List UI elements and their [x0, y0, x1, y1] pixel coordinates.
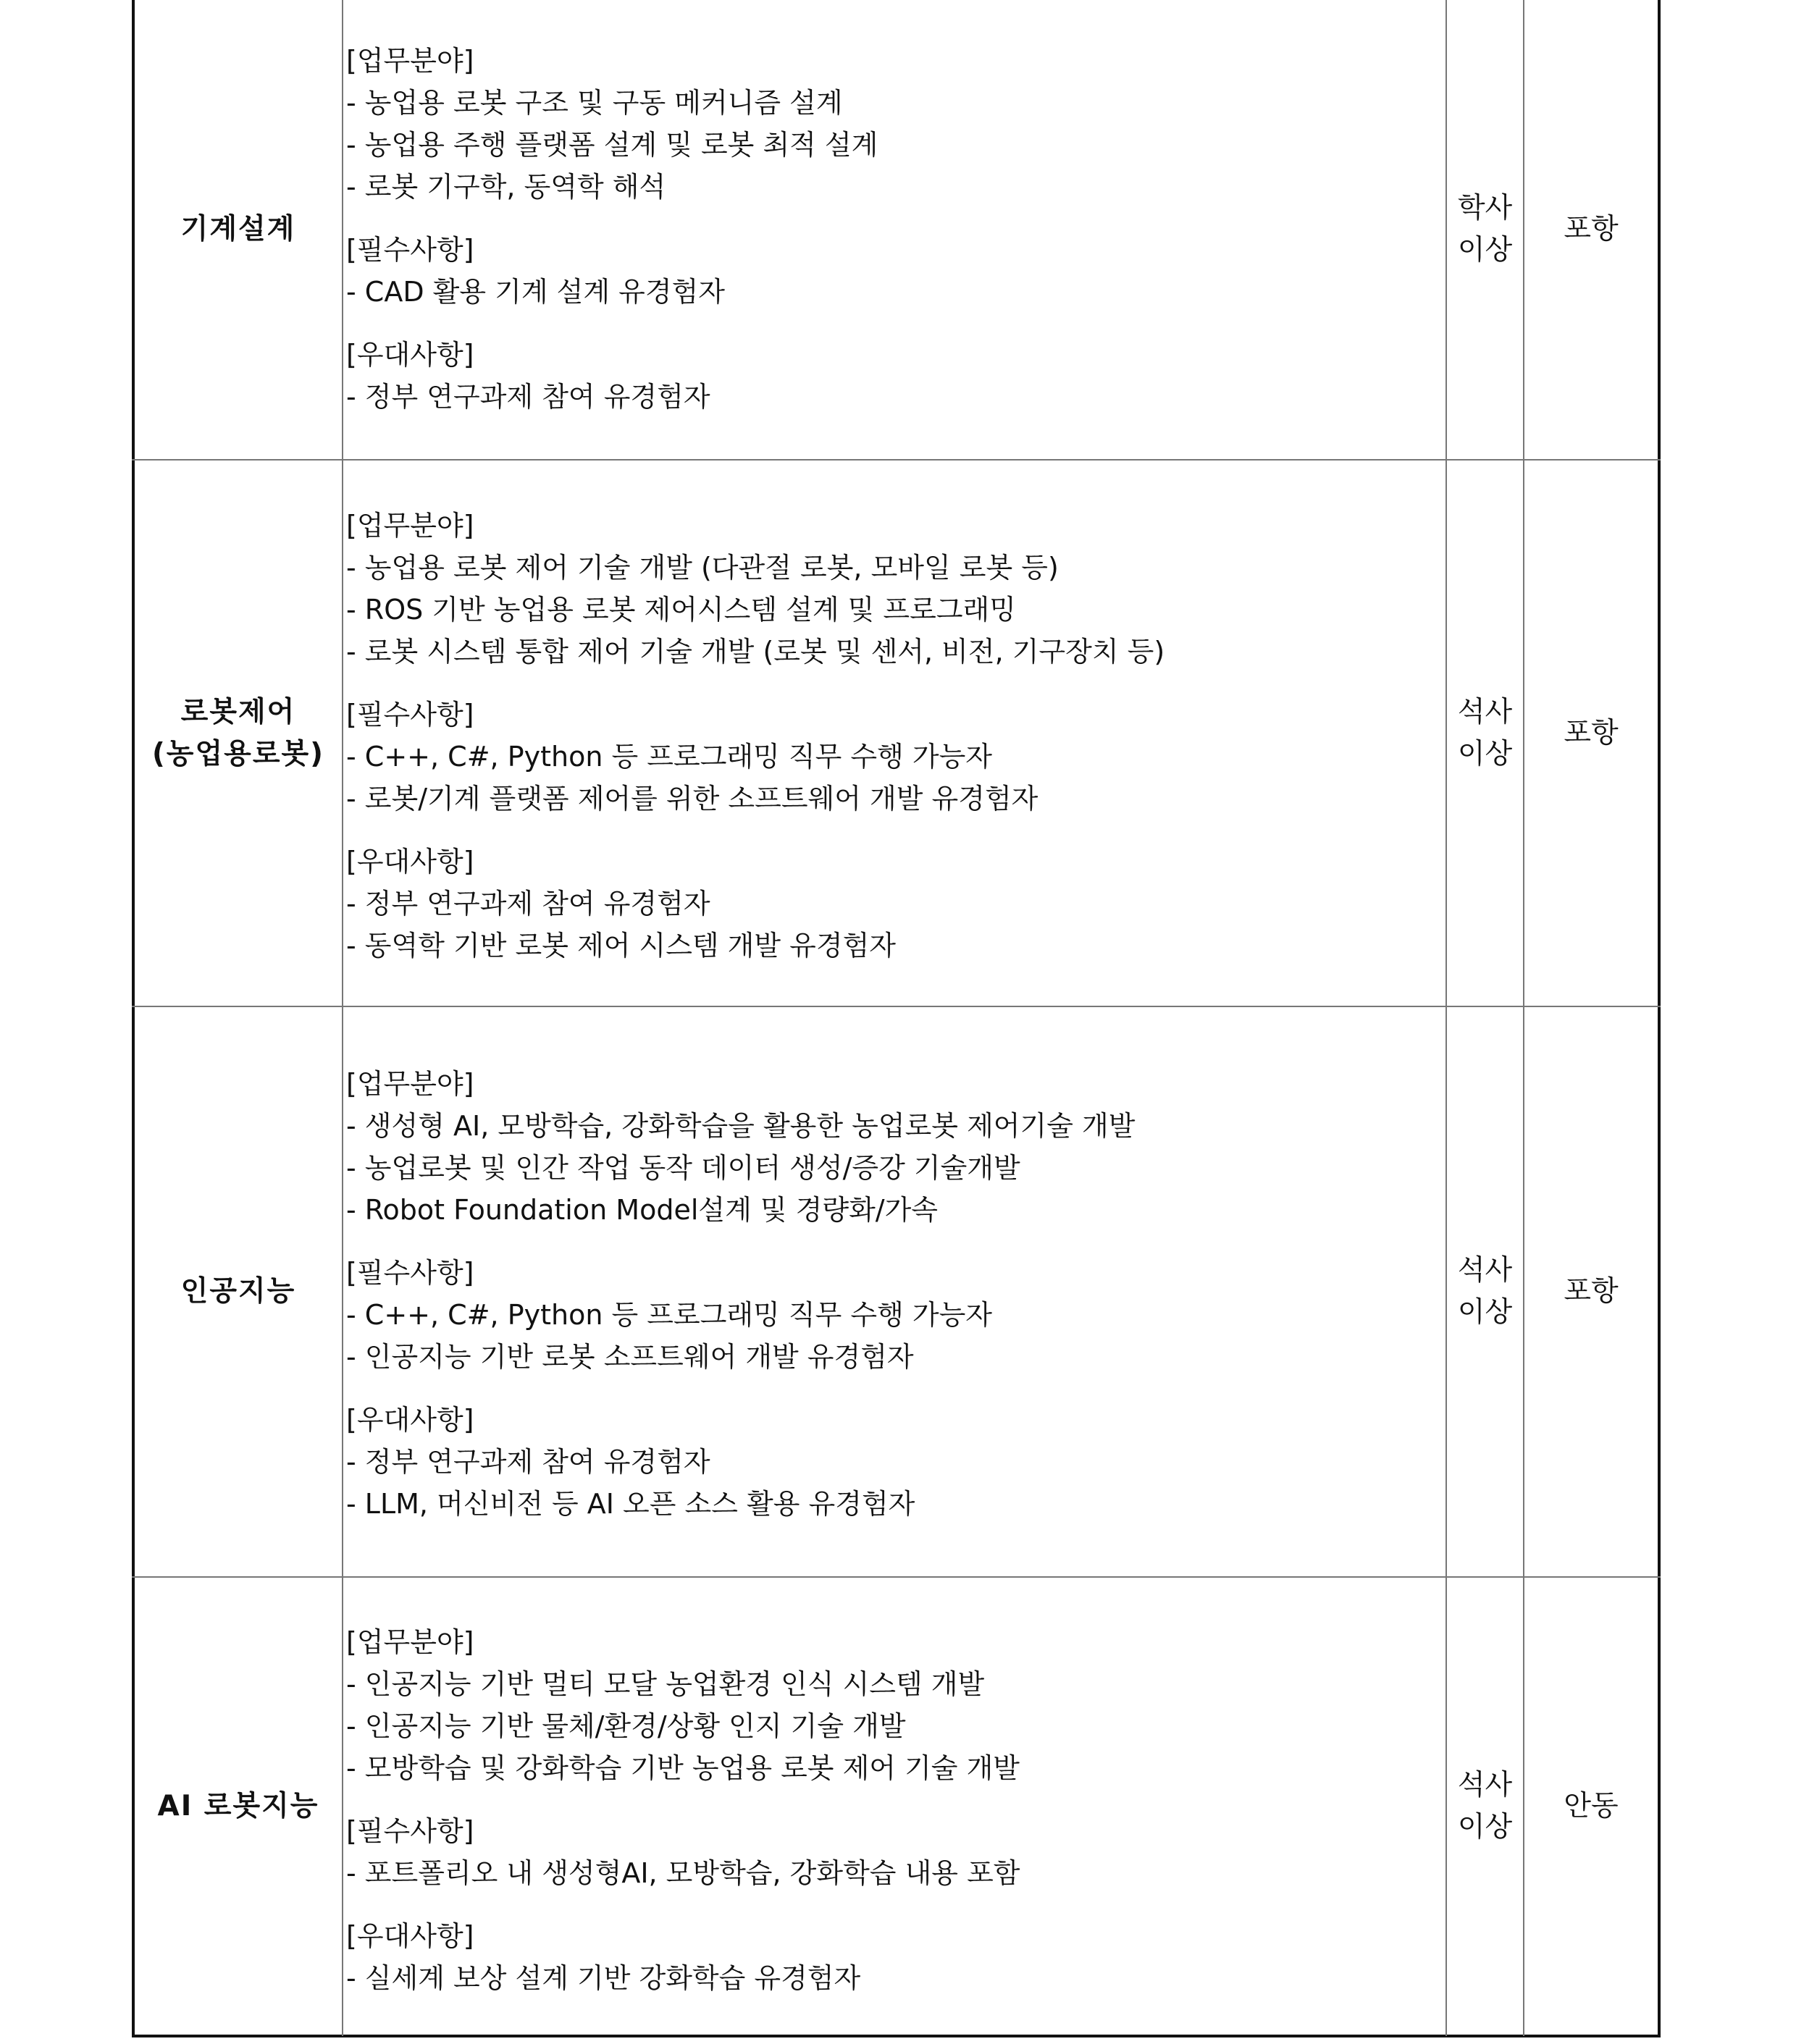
degree-line: 석사 [1457, 1768, 1513, 1801]
description-group [346, 1063, 1440, 1231]
work-location: 안동 [1564, 1789, 1619, 1822]
field-name [135, 460, 342, 1006]
list-item: - 모방학습 및 강화학습 기반 농업용 로봇 제어 기술 개발 [346, 1752, 1020, 1784]
group-heading: [우대사항] [346, 1404, 474, 1436]
field-name-line: (농업용로봇) [151, 737, 325, 770]
field-name-line: AI 로봇지능 [157, 1789, 319, 1822]
list-item: - Robot Foundation Model설계 및 경량화/가속 [346, 1194, 938, 1226]
description-group [346, 334, 1440, 418]
degree-line: 석사 [1457, 695, 1513, 728]
degree-requirement [1447, 460, 1523, 1006]
description-group [346, 1252, 1440, 1378]
list-item: - 인공지능 기반 로봇 소프트웨어 개발 유경험자 [346, 1341, 914, 1373]
degree-line: 석사 [1457, 1254, 1513, 1287]
row-divider [132, 459, 1661, 460]
description-group [346, 1621, 1440, 1789]
list-item: - 인공지능 기반 멀티 모달 농업환경 인식 시스템 개발 [346, 1668, 985, 1700]
job-description [346, 1063, 1440, 1525]
list-item: - 인공지능 기반 물체/환경/상황 인지 기술 개발 [346, 1710, 906, 1742]
description-group [346, 694, 1440, 820]
description-group [346, 841, 1440, 967]
group-heading: [업무분야] [346, 1068, 474, 1100]
table-border-right [1658, 0, 1661, 2037]
list-item: - 농업로봇 및 인간 작업 동작 데이터 생성/증강 기술개발 [346, 1152, 1020, 1184]
group-heading: [업무분야] [346, 45, 474, 77]
row-divider [132, 1576, 1661, 1578]
group-heading: [필수사항] [346, 234, 474, 266]
field-name-line: 로봇제어 [180, 695, 296, 728]
description-group [346, 40, 1440, 208]
group-heading: [우대사항] [346, 846, 474, 878]
group-heading: [필수사항] [346, 1815, 474, 1847]
job-description [346, 1621, 1440, 1999]
list-item: - 로봇 기구학, 동역학 해석 [346, 171, 666, 203]
description-group [346, 229, 1440, 313]
list-item: - CAD 활용 기계 설계 유경험자 [346, 276, 725, 308]
field-name-line: 인공지능 [180, 1275, 296, 1308]
row-divider [132, 1006, 1661, 1007]
field-name [135, 0, 342, 459]
list-item: - 생성형 AI, 모방학습, 강화학습을 활용한 농업로봇 제어기술 개발 [346, 1110, 1136, 1142]
degree-requirement [1447, 0, 1523, 459]
list-item: - LLM, 머신비전 등 AI 오픈 소스 활용 유경험자 [346, 1488, 915, 1520]
degree-requirement [1447, 1578, 1523, 2035]
list-item: - ROS 기반 농업용 로봇 제어시스템 설계 및 프로그래밍 [346, 594, 1016, 626]
list-item: - 정부 연구과제 참여 유경험자 [346, 888, 710, 920]
degree-line: 학사 [1457, 192, 1513, 224]
list-item: - 로봇 시스템 통합 제어 기술 개발 (로봇 및 센서, 비전, 기구장치 등) [346, 636, 1165, 668]
list-item: - 농업용 로봇 제어 기술 개발 (다관절 로봇, 모바일 로봇 등) [346, 552, 1059, 584]
column-divider [342, 0, 343, 2036]
degree-line: 이상 [1457, 234, 1513, 266]
degree-line: 이상 [1457, 737, 1513, 770]
group-heading: [필수사항] [346, 699, 474, 731]
work-location: 포항 [1564, 1275, 1619, 1308]
list-item: - 포트폴리오 내 생성형AI, 모방학습, 강화학습 내용 포함 [346, 1857, 1020, 1889]
description-group [346, 1915, 1440, 1999]
field-name-line: 기계설계 [180, 213, 296, 245]
list-item: - C++, C#, Python 등 프로그래밍 직무 수행 가능자 [346, 1299, 993, 1331]
field-name [135, 1578, 342, 2035]
description-group [346, 1399, 1440, 1525]
group-heading: [필수사항] [346, 1257, 474, 1289]
table-border-bottom [132, 2035, 1661, 2037]
list-item: - 로봇/기계 플랫폼 제어를 위한 소프트웨어 개발 유경험자 [346, 783, 1038, 815]
degree-line: 이상 [1457, 1296, 1513, 1329]
list-item: - 정부 연구과제 참여 유경험자 [346, 381, 710, 413]
list-item: - 동역학 기반 로봇 제어 시스템 개발 유경험자 [346, 930, 897, 962]
degree-line: 이상 [1457, 1810, 1513, 1843]
job-description [346, 505, 1440, 967]
work-location: 포항 [1564, 213, 1619, 245]
description-group [346, 505, 1440, 673]
list-item: - 실세계 보상 설계 기반 강화학습 유경험자 [346, 1962, 861, 1994]
list-item: - 농업용 주행 플랫폼 설계 및 로봇 최적 설계 [346, 129, 878, 161]
work-location: 포항 [1564, 716, 1619, 749]
list-item: - C++, C#, Python 등 프로그래밍 직무 수행 가능자 [346, 741, 993, 773]
group-heading: [업무분야] [346, 1626, 474, 1658]
group-heading: [우대사항] [346, 339, 474, 371]
list-item: - 농업용 로봇 구조 및 구동 메커니즘 설계 [346, 87, 843, 119]
group-heading: [업무분야] [346, 510, 474, 542]
field-name [135, 1007, 342, 1576]
description-group [346, 1810, 1440, 1894]
group-heading: [우대사항] [346, 1920, 474, 1952]
job-description [346, 40, 1440, 418]
list-item: - 정부 연구과제 참여 유경험자 [346, 1446, 710, 1478]
degree-requirement [1447, 1007, 1523, 1576]
